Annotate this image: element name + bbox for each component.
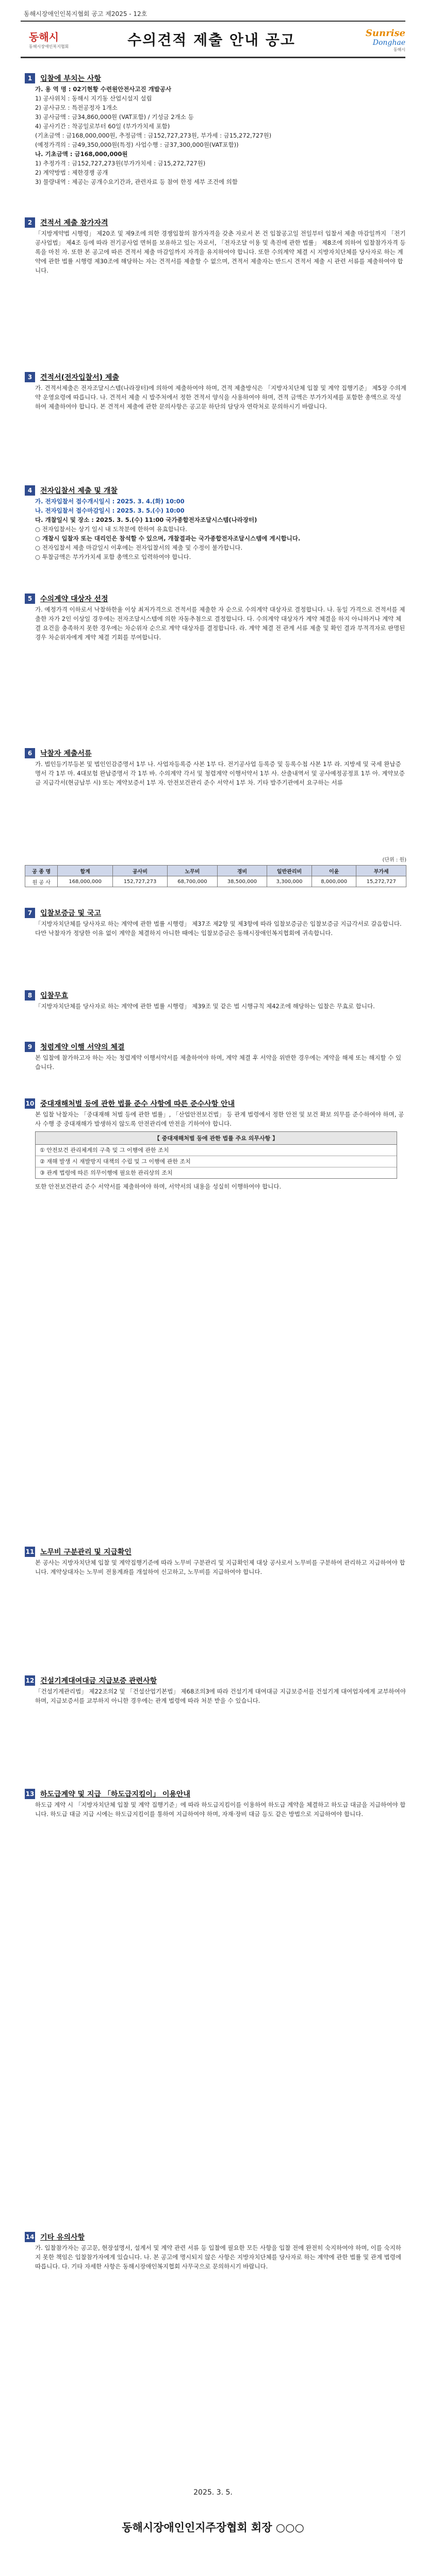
section-title: 견적서(전자입찰서) 제출 <box>40 374 119 382</box>
table-header: 노무비 <box>168 866 218 876</box>
table-header-row <box>25 866 406 876</box>
table-header: 공사비 <box>112 866 167 876</box>
section-title: 기타 유의사항 <box>40 2233 85 2242</box>
table-row <box>25 876 406 887</box>
section-paragraph: 본 입찰에 참가하고자 하는 자는 청렴계약 이행서약서를 제출하여야 하며, 계약 체결 후 서약을 위반한 경우에는 계약을 해제 또는 해지할 수 있습니다. <box>35 1054 401 1071</box>
section-6 <box>25 747 406 787</box>
section-line: ○ 개찰시 입찰자 또는 대리인은 참석할 수 있으며, 개찰결과는 국가종합전자조달시스템에 게시합니다. <box>35 535 301 542</box>
section-title: 입찰보증금 및 국고 <box>40 909 101 918</box>
budget-table-block <box>25 855 406 887</box>
section-line: ○ 전자입찰서는 상기 일시 내 도착분에 한하여 유효합니다. <box>35 526 187 533</box>
section-paragraph: 본 입찰 낙찰자는 「중대재해 처벌 등에 관한 법률」, 「산업안전보건법」 등 관계 법령에서 정한 안전 및 보건 확보 의무를 준수하여야 하며, 공사 수행 중 중대재해가 발생하지 않도록 안전관리에 만전을 기하여야 합니다. <box>35 1111 404 1127</box>
section-8 <box>25 989 406 1011</box>
section-12 <box>25 1674 406 1705</box>
signer: 동해시장애인인지주장협회 회장 ○○○ <box>122 2521 304 2534</box>
section-number: 10 <box>25 1098 35 1109</box>
section-number: 11 <box>25 1547 35 1557</box>
section-line: 가. 전자입찰서 접수개시일시 : 2025. 3. 4.(화) 10:00 <box>35 498 185 505</box>
section-number: 8 <box>25 990 35 1001</box>
section-title: 낙찰자 제출서류 <box>40 750 92 758</box>
section-title: 청렴계약 이행 서약의 체결 <box>40 1043 125 1052</box>
section-paragraph: 가. 법인등기부등본 및 법인인감증명서 1부 나. 사업자등록증 사본 1부 다. 전기공사업 등록증 및 등록수첩 사본 1부 라. 지방세 및 국세 완납증명서 각 1부 마. 4대보험 완납증명서 각 1부 바. 수의계약 각서 및 청렴계약 이행서약서 1부 사. 산출내역서 및 공사예정공정표 1부 아. 계약보증금 지급각서(현금납부 시) 또는 계약보증서 1부 자. 안전보건관리 준수 서약서 1부 차. 기타 발주기관에서 요구하는 서류 <box>35 760 405 786</box>
section-paragraph: 하도급 계약 시 「지방자치단체 입찰 및 계약 집행기준」에 따라 하도급지킴이를 이용하여 하도급 계약을 체결하고 하도급 대금을 지급하여야 합니다. 하도급 대금 지급 시에는 하도급지킴이를 통하여 지급하여야 하며, 자재·장비 대금 등도 같은 방법으로 지급하여야 합니다. <box>35 1801 406 1818</box>
section-paragraph: 또한 안전보건관리 준수 서약서를 제출하여야 하며, 서약서의 내용을 성실히 이행하여야 합니다. <box>35 1183 282 1190</box>
table-cell: 68,700,000 <box>168 876 218 887</box>
section-number: 3 <box>25 372 35 382</box>
title-rule <box>21 57 405 58</box>
budget-table <box>25 865 406 887</box>
page-title: 수의견적 제출 안내 공고 <box>127 31 296 48</box>
section-5 <box>25 592 406 642</box>
section-title: 건설기계대여대금 지급보증 관련사항 <box>40 1677 157 1685</box>
section-number: 1 <box>25 73 35 83</box>
notice-row: ② 재해 발생 시 재발방지 대책의 수립 및 그 이행에 관한 조치 <box>36 1156 397 1167</box>
section-line: 1) 공사위치 : 동해시 지기동 산업시설지 설립 <box>35 95 152 102</box>
table-cell: 3,300,000 <box>267 876 312 887</box>
section-title: 입찰무효 <box>40 992 69 1000</box>
section-9 <box>25 1041 406 1072</box>
section-line: 가. 용 역 명 : 02기현황 수련원안전사고진 개발공사 <box>35 86 172 93</box>
table-cell: 8,000,000 <box>312 876 356 887</box>
section-line: (기초금액 : 금168,000,000원, 추정금액 : 금152,727,273원, 부가세 : 금15,272,727원) <box>35 132 272 139</box>
table-header: 합계 <box>58 866 112 876</box>
section-line: 3) 물량내역 : 제공는 공개수요기간과, 관련자료 등 참여 한정 세부 조건에 의함 <box>35 178 238 185</box>
right-logo-line1: Sunrise <box>365 28 405 39</box>
notice-row: ① 안전보건 관리체계의 구축 및 그 이행에 관한 조치 <box>36 1145 397 1156</box>
table-header: 이윤 <box>312 866 356 876</box>
section-line: ○ 투찰금액은 부가가치세 포함 총액으로 입력하여야 합니다. <box>35 553 191 561</box>
notice-head: 【 중대재해처벌 등에 관한 법률 주요 의무사항 】 <box>36 1132 397 1145</box>
section-number: 12 <box>25 1675 35 1686</box>
section-7 <box>25 907 406 938</box>
section-line: (예정가격의 : 금49,350,000원(특정) 사업수행 : 금37,300,000원(VAT포함)) <box>35 141 239 148</box>
section-2 <box>25 216 406 275</box>
table-header: 일반관리비 <box>267 866 312 876</box>
section-paragraph: 「지방자치단체를 당사자로 하는 계약에 관한 법률 시행령」 제37조 제2항 및 제3항에 따라 입찰보증금은 입찰보증금 지급각서로 갈음합니다. 다만 낙찰자가 정당한 이유 없이 계약을 체결하지 아니한 때에는 입찰보증금은 동해시장애인복지협회에 귀속합니다. <box>35 920 402 937</box>
section-line: 나. 기초금액 : 금168,000,000원 <box>35 150 128 158</box>
section-paragraph: 「지방계약법 시행령」 제20조 및 제9조에 의한 경쟁입찰의 참가자격을 갖춘 자로서 본 건 입찰공고일 전일부터 입찰서 제출 마감일까지 「전기공사업법」 제4조 등에 따라 전기공사업 면허를 보유하고 있는 자로서, 「전자조달 이용 및 촉진에 관한 법률」 제8조에 의하여 입찰참가자격 등록을 마친 자. 또한 본 공고에 따른 견적서 제출 마감일까지 자격을 유지하여야 합니다. 또한 수의계약 체결 시 지방자치단체를 당사자로 하는 계약에 관한 법률 시행령 제30조에 해당하는 자는 견적서를 제출할 수 없으며, 견적서 제출자는 반드시 견적서 제출 시 관련 서류를 제출하여야 합니다. <box>35 230 406 274</box>
section-line: 4) 공사기간 : 착공일로부터 60일 (부가가치세 포함) <box>35 123 170 130</box>
section-4 <box>25 484 406 562</box>
section-line: 2) 공사규모 : 특전공정자 1개소 <box>35 104 118 111</box>
org-notice-number: 동해시장애인인복지협회 공고 제2025 - 12호 <box>24 10 148 18</box>
table-cell: 원 공 사 <box>25 876 58 887</box>
left-logo-sub: 동해시장애인복지협회 <box>29 44 69 49</box>
section-line: 나. 전자입찰서 접수마감일시 : 2025. 3. 5.(수) 10:00 <box>35 507 185 514</box>
table-cell: 168,000,000 <box>58 876 112 887</box>
duty-notice-box <box>35 1131 397 1179</box>
table-cell: 38,500,000 <box>217 876 267 887</box>
section-paragraph: 본 공사는 지방자치단체 입찰 및 계약집행기준에 따라 노무비 구분관리 및 지급확인제 대상 공사로서 노무비를 구분하여 관리하고 지급하여야 합니다. 계약상대자는 노무비 전용계좌를 개설하여 신고하고, 노무비를 지급하여야 합니다. <box>35 1559 405 1575</box>
section-paragraph: 「건설기계관리법」 제22조의2 및 「건설산업기본법」 제68조의3에 따라 건설기계 대여대금 지급보증서를 건설기계 대여업자에게 교부하여야 하며, 지급보증서를 교부하지 아니한 경우에는 관계 법령에 따라 처분 받을 수 있습니다. <box>35 1688 406 1704</box>
section-number: 13 <box>25 1789 35 1799</box>
section-title: 입찰에 부치는 사항 <box>40 75 101 83</box>
section-number: 7 <box>25 908 35 918</box>
section-title: 하도급계약 및 지급 「하도급지킴이」 이용안내 <box>40 1790 190 1799</box>
left-logo <box>29 29 75 52</box>
section-line: ○ 전자입찰서 제출 마감일시 이후에는 전자입찰서의 제출 및 수정이 불가합니다. <box>35 544 243 551</box>
section-10 <box>25 1097 406 1191</box>
section-paragraph: 「지방자치단체를 당사자로 하는 계약에 관한 법률 시행령」 제39조 및 같은 법 시행규칙 제42조에 해당하는 입찰은 무효로 합니다. <box>35 1003 375 1010</box>
top-rule <box>21 21 405 22</box>
right-logo-line2: Donghae <box>372 39 405 47</box>
section-title: 견적서 제출 참가자격 <box>40 219 108 227</box>
section-1 <box>25 72 406 187</box>
section-number: 14 <box>25 2232 35 2242</box>
table-cell: 152,727,273 <box>112 876 167 887</box>
table-unit: (단위 : 원) <box>382 857 406 863</box>
section-paragraph: 가. 입찰참가자는 공고문, 현장설명서, 설계서 및 계약 관련 서류 등 입찰에 필요한 모든 사항을 입찰 전에 완전히 숙지하여야 하며, 이를 숙지하지 못한 책임은 입찰참가자에게 있습니다. 나. 본 공고에 명시되지 않은 사항은 지방자치단체를 당사자로 하는 계약에 관한 법률 및 관계 법령에 따릅니다. 다. 기타 자세한 사항은 동해시장애인복지협회 사무국으로 문의하시기 바랍니다. <box>35 2244 401 2270</box>
left-logo-text: 동해시 <box>29 31 59 43</box>
section-line: 3) 공사금액 : 금34,860,000원 (VAT포함) / 기성금 2개소 등 <box>35 113 194 121</box>
section-title: 전자입찰서 제출 및 개찰 <box>40 487 118 495</box>
table-header: 부가세 <box>356 866 406 876</box>
right-logo-sub: 동해시 <box>393 47 405 52</box>
section-number: 5 <box>25 594 35 604</box>
section-13 <box>25 1788 406 1819</box>
section-paragraph: 가. 예정가격 이하로서 낙찰하한율 이상 최저가격으로 견적서를 제출한 자 순으로 수의계약 대상자로 결정합니다. 나. 동일 가격으로 견적서를 제출한 자가 2인 이상일 경우에는 전자조달시스템에 의한 자동추첨으로 결정합니다. 다. 수의계약 대상자가 계약 체결을 하지 아니하거나 계약 체결 요건을 충족하지 못한 경우에는 차순위자 순으로 계약 대상자를 결정합니다. 라. 계약 체결 전 관계 서류 제출 및 확인 결과 부적격자로 판명된 경우 차순위자에게 계약 체결 기회를 부여합니다. <box>35 606 405 641</box>
table-cell: 15,272,727 <box>356 876 406 887</box>
section-line: 2) 계약방법 : 제한경쟁 공개 <box>35 169 108 176</box>
section-number: 9 <box>25 1042 35 1052</box>
section-number: 6 <box>25 748 35 758</box>
notice-row: ③ 관계 법령에 따른 의무이행에 필요한 관리상의 조치 <box>40 1170 173 1176</box>
section-11 <box>25 1546 406 1577</box>
right-logo <box>343 28 405 53</box>
section-line: 1) 추정가격 : 금152,727,273원(부가가치세 : 금15,272,727원) <box>35 160 206 167</box>
section-title: 중대재해처벌 등에 관한 법률 준수 사항에 따른 준수사항 안내 <box>40 1100 235 1108</box>
section-title: 노무비 구분관리 및 지급확인 <box>40 1548 132 1556</box>
notice-date: 2025. 3. 5. <box>193 2488 233 2497</box>
section-paragraph: 가. 견적서제출은 전자조달시스템(나라장터)에 의하여 제출하여야 하며, 견적 제출방식은 「지방자치단체 입찰 및 계약 집행기준」 제5장 수의계약 운영요령에 따릅니다. 나. 견적서 제출 시 발주처에서 정한 견적서 양식을 사용하여야 하며, 견적 금액은 부가가치세를 포함한 총액으로 작성하여 제출하여야 합니다. 본 견적서 제출에 관한 문의사항은 공고문 하단의 담당자 연락처로 문의하시기 바랍니다. <box>35 384 406 410</box>
table-header: 경비 <box>217 866 267 876</box>
section-line: 다. 개찰일시 및 장소 : 2025. 3. 5.(수) 11:00 국가종합전자조달시스템(나라장터) <box>35 516 257 523</box>
section-number: 4 <box>25 485 35 496</box>
table-header: 공 종 명 <box>25 866 58 876</box>
section-3 <box>25 371 406 411</box>
section-title: 수의계약 대상자 선정 <box>40 595 108 603</box>
section-number: 2 <box>25 217 35 228</box>
section-14 <box>25 2231 406 2271</box>
